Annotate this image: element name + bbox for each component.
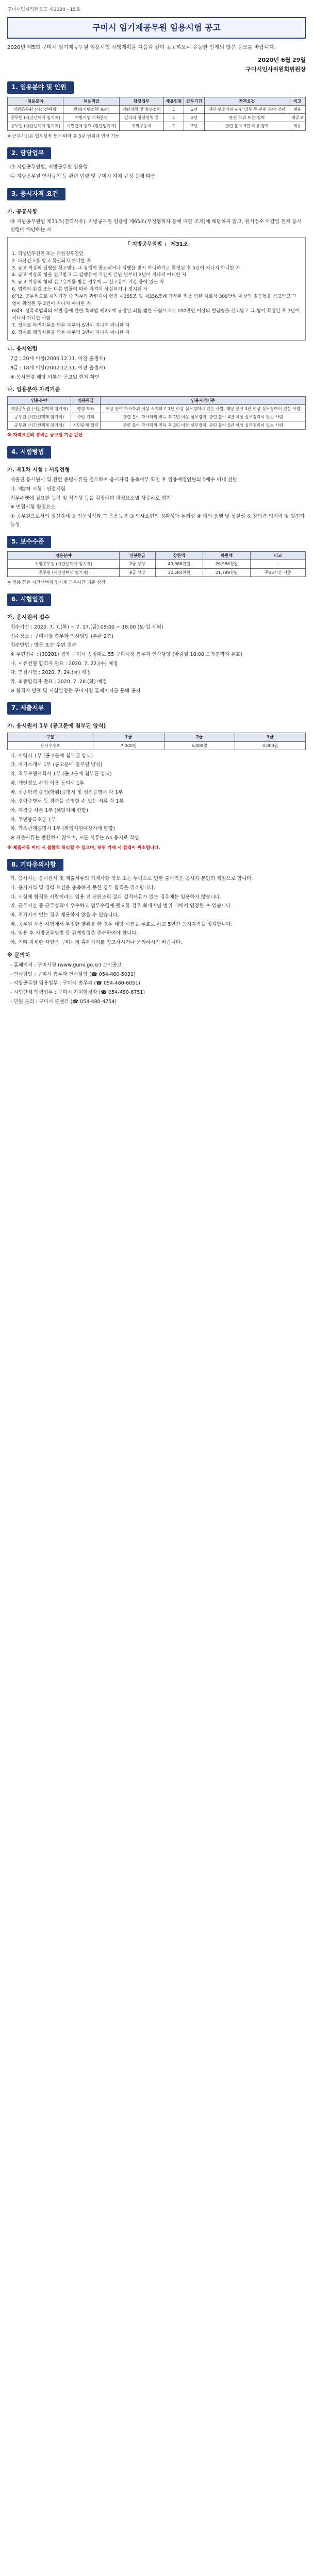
contact-title: ※ 문의처 [7,952,30,958]
table-header-cell: 2급 [164,733,235,741]
document-item: ※ 제출서류는 반환하지 않으며, 모든 서류는 A4 용지로 작성 [10,835,139,841]
table-header-cell: 연봉등급 [120,552,155,560]
law-line: 6. 법원의 판결 또는 다른 법률에 따라 자격이 상실되거나 정지된 자 [12,287,148,293]
table-header-cell: 구분 [8,733,93,741]
documents-warning: ※ 제출서류 미비 시 불합격 처리될 수 있으며, 허위 기재 시 합격이 취소됩니다. [7,845,160,851]
schedule-intro: 가. 응시원서 접수 [7,614,50,620]
age-note: ※ 응시연령 해당 여부는 공고일 현재 확인 [10,374,100,380]
table-cell: 사업 기획 [71,413,101,421]
age-line: 9급 : 18세 이상(2002.12.31. 이전 출생자) [10,365,105,371]
pay-table [7,551,306,577]
table-cell: 공무원 (시간선택제 임기제) [8,413,71,421]
criteria-title: 나. 임용분야 자격기준 [7,386,60,393]
date-block [7,56,306,74]
table-cell: 일자리 청년정책 등 [119,114,163,122]
section-qualification [7,188,306,439]
contact-item: - 홈페이지 : 구미시청 (www.gumi.go.kr) 고시공고 [10,962,122,969]
table-cell: 2년 [184,106,205,114]
notice-number: 구미시임시직원공고 제2020 - 15호 [7,7,80,12]
law-line: 3. 금고 이상의 실형을 선고받고 그 집행이 종료되거나 집행을 받지 아니하기로 확정된 후 5년이 지나지 아니한 자 [12,265,240,271]
criteria-table [7,396,306,430]
contact-item: - 인사담당 : 구미시 총무과 인사담당 (☎ 054-480-5031) [10,971,136,977]
table-header-cell: 임용등급 [71,396,101,404]
table-header-cell: 비고 [289,97,306,105]
note-item: 가. 응시자는 응시원서 및 제출서류의 기재사항 착오 또는 누락으로 인한 불이익은 응시자 본인의 책임으로 합니다. [10,876,253,882]
table-cell: 주35시간 기준 [251,568,306,577]
note-item: 사. 임용 후 지방공무원법 등 관계법령을 준수하여야 합니다. [10,930,138,937]
table-row [8,413,306,421]
table-cell: 관련 분야 학사학위 취득 후 2년 이상 실무경력, 관련 분야 4년 이상 실무경력이 있는 사람 [101,413,306,421]
exam-intro: 가. 제1차 시험 : 서류전형 [7,467,70,473]
schedule-item: 접수기간 : 2020. 7. 7.(화) ~ 7. 17.(금) 09:00 ~ 18:00 (토·일 제외) [10,624,163,630]
positions-table [7,97,306,131]
table-cell: 공무원 (시간선택제 임기제) [8,568,120,577]
schedule-item: ※ 합격자 발표 및 시험일정은 구미시청 홈페이지를 통해 공지 [10,688,141,694]
document-item: 자. 주민등록초본 1부 [10,817,56,823]
document-item: 다. 자기소개서 1부 (공고문에 첨부된 양식) [10,762,103,768]
exam-item: 나. 제2차 시험 : 면접시험 [10,486,65,493]
table-cell: 지방정책 및 청년정책 [119,106,163,114]
table-header-cell: 임용분야 [8,97,63,105]
positions-note: ※ 근무기간은 업무실적 등에 따라 총 5년 범위내 연장 가능 [7,133,120,139]
table-cell: 21,789천원 [203,568,250,577]
law-line: 8. 징계로 해임처분을 받은 때부터 3년이 지나지 아니한 자 [12,330,130,335]
section-heading: 4. 시험방법 [7,446,51,459]
section-duties [7,147,306,181]
table-cell: 행정(지방정책 보좌) [63,106,119,114]
section-notes [7,859,306,1006]
note-item: 나. 응시자격 및 경력 요건을 충족하지 못한 경우 합격을 취소합니다. [10,885,155,891]
table-cell: 관련 분야 3년 이상 경력 [205,122,289,130]
table-row [8,122,306,130]
note-item: 라. 근무기간 중 근무실적이 우수하고 업무수행에 필요한 경우 최대 5년 범위 내에서 연장할 수 있습니다. [10,903,233,909]
age-title: 나. 응시연령 [7,345,38,352]
table-cell: 1 [163,106,184,114]
table-header-cell: 3급 [235,733,305,741]
table-header-cell: 임용분야 [8,396,71,404]
table-header-cell: 자격요건 [205,97,289,105]
exam-item: ※ 면접시험 평정요소 [10,504,56,511]
section-heading: 8. 기타유의사항 [7,859,63,871]
table-cell: 7,000원 [93,741,164,750]
table-header-cell: 임용분야 [8,552,120,560]
section-heading: 2. 담당업무 [7,147,51,160]
table-cell: 공무원 (시간선택제 임기제) [8,421,71,430]
table-cell: 공무원 (시간선택제 임기제) [8,122,63,130]
contact-item: - 지방공무원 임용업무 : 구미시 총무과 (☎ 054-480-6051) [10,980,140,987]
note-item: 바. 공무원 채용 시험에서 부정한 행위를 한 경우 해당 시험을 무효로 하고 5년간 응시자격을 정지합니다. [10,921,233,927]
table-header-cell: 채용인원 [163,97,184,105]
table-header-cell: 1급 [93,733,164,741]
section-pay [7,536,306,586]
table-cell: 9급 상당 [120,568,155,577]
intro-text: 2020년 제5회 구미시 임기제공무원 임용시험 시행계획을 다음과 같이 공고하오니 유능한 인재의 많은 응모를 바랍니다. [7,45,276,51]
table-cell: 시민단체 협력 (일반임기제) [63,122,119,130]
section-heading: 1. 임용분야 및 인원 [7,81,74,94]
duty-item: ㉡ 지방공무원 인사규칙 등 관련 법령 및 구미시 자체 규정 등에 따름 [10,174,156,180]
table-cell: 응시수수료 [8,741,93,750]
section-heading: 5. 보수수준 [7,536,51,548]
exam-item: 제출된 응시원서 및 관련 증빙서류를 검토하여 응시자격 충족여부 확인 후 임용예정인원의 5배수 이내 선발 [10,477,237,483]
document-item: 나. 이력서 1부 (공고문에 첨부된 양식) [10,753,93,759]
table-cell: 2년 [184,122,205,130]
table-row [8,568,306,577]
law-line: 4. 금고 이상의 형을 선고받고 그 집행유예 기간이 끝난 날부터 2년이 지나지 아니한 자 [12,273,187,278]
table-header-cell: 하한액 [203,552,250,560]
table-row [8,404,306,413]
table-cell: 해당 분야 학사학위 이상 소지하고 1년 이상 실무경력이 있는 사람, 해당 분야 3년 이상 실무경력이 있는 사람 [101,404,306,413]
age-line: 7급 : 20세 이상(2000.12.31. 이전 출생자) [10,356,105,362]
table-cell: 지역공동체 [119,122,163,130]
table-cell: 지방공무원 (시간선택제 임기제) [8,404,71,413]
contact-item: - 민원 문의 : 구미시 콜센터 (☎ 054-480-4754) [10,998,117,1005]
section-documents [7,702,306,851]
table-cell: 지방공무원 (시간선택제) [8,106,63,114]
table-header-cell: 상한액 [155,552,203,560]
table-header-cell: 채용직급 [63,97,119,105]
table-cell: 32,584천원 [155,568,203,577]
table-cell: 관련 분야 학사학위 취득 후 3년 이상 실무경력, 관련 분야 5년 이상 실무경력이 있는 사람 [101,421,306,430]
table-cell: - [251,560,306,568]
notice-page [0,0,313,1019]
table-cell: 3,000원 [235,741,305,750]
law-box-title: 「 지방공무원법 」 제31조 [125,242,188,248]
section-heading: 3. 응시자격 요건 [7,188,65,200]
notice-date: 2020년 6월 29일 [257,56,306,63]
document-item: 바. 최종학력 졸업(학위)증명서 및 성적증명서 각 1부 [10,789,123,795]
section-heading: 6. 시험일정 [7,594,51,606]
table-cell: 관련 학위 또는 경력 [205,114,289,122]
table-row [8,106,306,114]
law-line: 6의3. 성폭력범죄의 처벌 등에 관한 특례법 제2조에 규정된 죄를 범한 사람으로서 100만원 이상의 벌금형을 선고받고 그 형이 확정된 후 3년이 지나지 아니한 사람 [12,309,300,321]
page-title: 구미시 임기제공무원 임용시험 공고 [92,22,221,32]
table-cell: 정부 행정기관 관련 업무 등 관련 분야 경력 [205,106,289,114]
table-cell: 공무원 (시간선택제 임기제) [8,114,63,122]
title-box [7,17,306,39]
schedule-item: 접수장소 : 구미시청 총무과 인사담당 (본관 2층) [10,633,113,639]
law-line: 6의2. 공무원으로 재직기간 중 직무와 관련하여 형법 제355조 및 제356조에 규정된 죄를 범한 자로서 300만원 이상의 벌금형을 선고받고 그 형이 확정된 후 2년이 지나지 아니한 자 [12,294,297,307]
table-cell: 재공고 [289,114,306,122]
table-header-cell: 근무기간 [184,97,205,105]
qual-item: ㉮ 지방공무원법 제31조(결격사유), 지방공무원 임용령 제65조(부정행위자 등에 대한 조치)에 해당하지 않고, 원서접수 마감일 현재 응시연령에 해당하는 자 [10,218,302,233]
note-item: 아. 기타 자세한 사항은 구미시청 홈페이지를 참고하시거나 문의하시기 바랍니다. [10,940,183,946]
table-cell: 7급 상당 [120,560,155,568]
exam-item: 직무수행에 필요한 능력 및 적격성 등을 검정하며 평정요소별 상중하로 평가 [10,495,171,501]
schedule-item: 다. 면접시험 : 2020. 7. 24.(금) 예정 [10,670,91,676]
schedule-item: 라. 최종합격자 발표 : 2020. 7. 28.(화) 예정 [10,679,107,685]
table-header-cell: 담당업무 [119,97,163,105]
table-cell: 5,000원 [164,741,235,750]
document-item: 차. 가족관계증명서 1부 (취업지원대상자에 한함) [10,826,115,832]
table-row [8,114,306,122]
fee-table [7,733,306,750]
issuer: 구미시인사위원회위원장 [245,65,306,73]
table-cell: 채용 [289,106,306,114]
note-item: 다. 시험에 합격한 사람이라도 임용 전 신원조회 결과 결격사유가 있는 경우에는 임용하지 않습니다. [10,894,222,900]
exam-item: ① 공무원으로서의 정신자세 ② 전문지식과 그 응용능력 ③ 의사표현의 정확성과 논리성 ④ 예의·품행 및 성실성 ⑤ 창의력·의지력 및 발전가능성 [10,514,305,528]
table-cell: 행정 보좌 [71,404,101,413]
documents-intro: 가. 응시원서 1부 (공고문에 첨부된 양식) [7,723,106,730]
law-line: 1. 피성년후견인 또는 피한정후견인 [12,251,84,257]
section-heading: 7. 제출서류 [7,702,51,715]
schedule-item: 접수방법 : 방문 또는 우편 접수 [10,642,77,649]
schedule-item: 나. 서류전형 합격자 발표 : 2020. 7. 22.(수) 예정 [10,660,118,667]
table-cell: 지방공무원 (시간선택제 임기제) [8,560,120,568]
table-cell: 26,986천원 [203,560,250,568]
duty-item: ㉠ 지방공무원법, 지방공무원 임용령 [10,164,88,171]
schedule-item: ※ 우편접수 : (39281) 경북 구미시 송정대로 55 구미시청 총무과 인사담당 (마감일 18:00 도착분까지 유효) [10,651,242,657]
pay-note: ※ 연봉 등은 시간선택제 임기제 근무시간 기준 산정 [7,580,106,585]
table-cell: 2년 [184,114,205,122]
section-positions [7,81,306,140]
document-item: 아. 자격증 사본 1부 (해당자에 한함) [10,807,88,814]
law-line: 2. 파산선고를 받고 복권되지 아니한 자 [12,258,91,264]
table-header-cell: 임용자격기준 [101,396,306,404]
table-row [8,560,306,568]
qual-intro: 가. 공통사항 [7,208,38,215]
law-line: 5. 금고 이상의 형의 선고유예를 받은 경우에 그 선고유예 기간 중에 있는 자 [12,280,164,285]
document-item: 사. 경력증명서 등 경력을 증명할 수 있는 서류 각 1부 [10,799,124,805]
table-cell: 시민단체 협력 [71,421,101,430]
table-cell: 1 [163,114,184,122]
criteria-note: ※ 자격요건의 경력은 공고일 기준 판단 [7,433,83,438]
law-box [7,237,306,341]
table-cell: 채용 [289,122,306,130]
contact-item: - 시민단체 협력업무 : 구미시 자치행정과 (☎ 054-480-6751) [10,990,145,996]
section-exam [7,446,306,529]
table-cell: 1 [163,122,184,130]
law-line: 7. 징계로 파면처분을 받은 때부터 5년이 지나지 아니한 자 [12,323,130,329]
document-item: 마. 개인정보 수집·이용 동의서 1부 [10,780,85,786]
table-header-cell: 비고 [251,552,306,560]
table-cell: 지방사업 기획운영 [63,114,119,122]
note-item: 마. 적격자가 없는 경우 채용하지 않을 수 있습니다. [10,912,119,919]
section-schedule [7,594,306,695]
table-row [8,421,306,430]
document-item: 라. 직무수행계획서 1부 (공고문에 첨부된 양식) [10,771,112,777]
table-cell: 40,368천원 [155,560,203,568]
